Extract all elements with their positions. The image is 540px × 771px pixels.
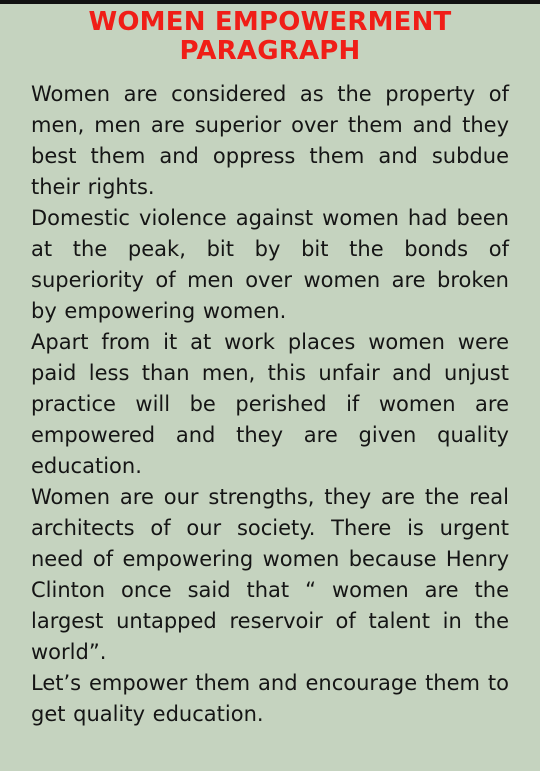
page-title xyxy=(0,4,540,66)
paragraph-4: Women are our strengths, they are the real architects of our society. There is urgent need of empowering women because Henry Clinton once said that “ women are the largest untapped reservoir of talent in the world”. xyxy=(31,485,509,664)
paragraph-5: Let’s empower them and encourage them to get quality education. xyxy=(31,671,509,726)
title-line-1: WOMEN EMPOWERMENT xyxy=(88,7,452,37)
title-line-2: PARAGRAPH xyxy=(179,36,361,66)
paragraph-3: Apart from it at work places women were paid less than men, this unfair and unjust practice will be perished if women are empowered and they are given quality education. xyxy=(31,330,509,478)
paragraph-1: Women are considered as the property of men, men are superior over them and they best them and oppress them and subdue their rights. xyxy=(31,82,509,199)
body-text xyxy=(31,79,509,730)
paragraph-2: Domestic violence against women had been at the peak, bit by bit the bonds of superiority of men over women are broken by empowering women. xyxy=(31,206,509,323)
